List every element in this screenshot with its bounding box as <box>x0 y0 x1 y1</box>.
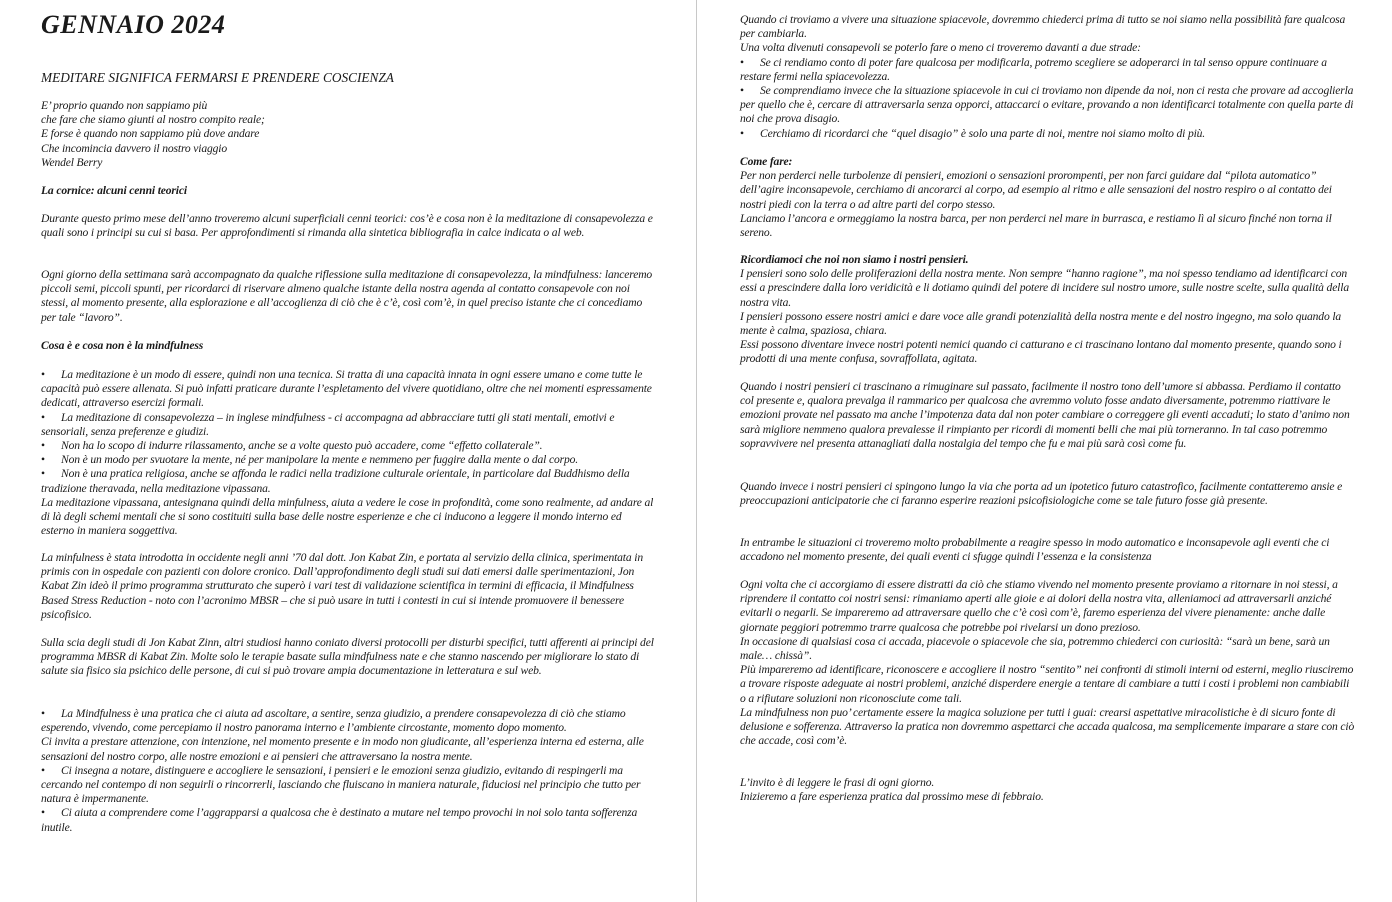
paragraph: I pensieri possono essere nostri amici e dare voce alle grandi potenzialità della nostra mente e del nostro ingegno, ma solo quando la mente è calma, spaziosa, chiara. <box>740 309 1342 338</box>
left-text-block <box>41 99 657 170</box>
right-text-block <box>740 776 1357 804</box>
right-text-block <box>740 578 1357 748</box>
paragraph: che fare che siamo giunti al nostro compito reale; <box>41 113 265 127</box>
paragraph: E’ proprio quando non sappiamo più <box>41 99 208 112</box>
bullet-item: • La meditazione di consapevolezza – in inglese mindfulness - ci accompagna ad abbracciare tutti gli stati mentali, emotivi e sensoriali, senza preferenze e giudizi. <box>41 411 657 439</box>
paragraph: Quando i nostri pensieri ci trascinano a rimuginare sul passato, facilmente il nostro tono dell’umore si abbassa. Perdiamo il contatto col presente e, qualora prevalga il rammarico per qualcosa che avremmo voluto fosse andato diversamente, potremmo riattivare le emozioni provate nel passato ma anche l’impotenza data dal non poter cambiare o correggere gli eventi accaduti; lo stato d’animo non sarà migliore nemmeno qualora prevalesse il rimpianto per ricordi di momenti belli che mai più torneranno. In tal caso potremmo sopravvivere nel presenta attanagliati dalla nostalgia del tempo che fu e mai più sarà così come fu. <box>740 380 1350 450</box>
section-heading: La cornice: alcuni cenni teorici <box>41 184 187 197</box>
bullet-item: • Ci insegna a notare, distinguere e accogliere le sensazioni, i pensieri e le emozioni senza giudizio, evitando di respingerli ma cercando nel contempo di non seguirli o rincorrerli, lasciando che fluiscano in maniera naturale, fiduciosi nel principio che tutto per natura è impermanente. <box>41 764 657 807</box>
paragraph: Lanciamo l’ancora e ormeggiamo la nostra barca, per non perderci nel mare in burrasca, e restiamo lì al sicuro finché non torna il sereno. <box>740 211 1332 240</box>
bullet-item: • La meditazione è un modo di essere, quindi non una tecnica. Si tratta di una capacità innata in ogni essere umano e come tutte le capacità può essere allenata. Si può infatti praticare durante l’espletamento del vivere quotidiano, oltre che nei momenti espressamente dedicati, attraverso esercizi formali. <box>41 368 657 411</box>
paragraph: La mindfulness non puo’ certamente essere la magica soluzione per tutti i guai: crearsi aspettative miracolistiche è di sicuro fonte di delusione e sofferenza. Attraverso la pratica non dovremmo aspettarci che accada qualcosa, ma semplicemente imparare a stare con ciò che accade, così com’è. <box>740 705 1355 748</box>
section-heading: Cosa è e cosa non è la mindfulness <box>41 339 204 352</box>
left-text-block <box>41 636 657 679</box>
paragraph: Per non perderci nelle turbolenze di pensieri, emozioni o sensazioni prorompenti, per non farci guidare dal “pilota automatico” dell’agire inconsapevole, cerchiamo di ancorarci al corpo, ad esempio al ritmo e alle sensazioni del nostro respiro o al contatto dei nostri piedi con la terra o ad altre parti del corpo stesso. <box>740 169 1332 211</box>
paragraph: Quando ci troviamo a vivere una situazione spiacevole, dovremmo chiederci prima di tutto se noi siamo nella possibilità fare qualcosa per cambiarla. <box>740 13 1346 41</box>
left-text-block <box>41 551 657 622</box>
paragraph: In entrambe le situazioni ci troveremo molto probabilmente a reagire spesso in modo automatico e inconsapevole agli eventi che ci accadono nel momento presente, dei quali eventi ci sfugge quindi l’essenza e la consistenza <box>740 536 1330 564</box>
page-subtitle: MEDITARE SIGNIFICA FERMARSI E PRENDERE COSCIENZA <box>41 70 394 85</box>
paragraph: Essi possono diventare invece nostri potenti nemici quando ci catturano e ci trascinano lontano dal momento presente, quando sono i prodotti di una mente confusa, sovraffollata, agitata. <box>740 338 1342 366</box>
left-text-block <box>41 339 657 353</box>
bullet-item: • Se ci rendiamo conto di poter fare qualcosa per modificarla, potremo scegliere se adoperarci in tal senso oppure continuare a restare fermi nella spiacevolezza. <box>740 56 1357 84</box>
left-text-block <box>41 212 657 240</box>
bullet-item: • Non ha lo scopo di indurre rilassamento, anche se a volte questo può accadere, come “effetto collaterale”. <box>41 439 657 453</box>
page-title: GENNAIO 2024 <box>41 10 226 39</box>
paragraph: Wendel Berry <box>41 155 103 169</box>
right-text-block <box>740 155 1357 240</box>
paragraph: Che incomincia davvero il nostro viaggio <box>41 141 228 155</box>
paragraph: I pensieri sono solo delle proliferazioni della nostra mente. Non sempre “hanno ragione”, ma noi spesso tendiamo ad identificarci con essi a prescindere dalla loro veridicità e li dotiamo quindi del potere di incidere sul nostro umore, sulle nostre scelte, sulla qualità della nostra vita. <box>740 267 1349 309</box>
bullet-item: • Non è un modo per svuotare la mente, né per manipolare la mente e nemmeno per fuggire dalla mente o dal corpo. <box>41 453 657 467</box>
paragraph: Più impareremo ad identificare, riconoscere e accogliere il nostro “sentito” nei confronti di stimoli interni od esterni, meglio riusciremo a trovare risposte adeguate ai nostri problemi, anziché disperdere energie a tentare di cambiare a tutti i costi i problemi non cambiabili o a rifiutare soluzioni non riconosciute come tali. <box>740 663 1354 705</box>
page-divider <box>696 0 697 902</box>
paragraph: Ogni giorno della settimana sarà accompagnato da qualche riflessione sulla meditazione di consapevolezza, la mindfulness: lanceremo piccoli semi, piccoli spunti, per ricordarci di riservare almeno qualche istante della nostra agenda al contatto consapevole con noi stessi, al momento presente, alla esplorazione e all’accoglienza di ciò che è c’è, così com’è, in quel preciso istante che ci concediamo per tale “lavoro”. <box>41 268 653 324</box>
paragraph: In occasione di qualsiasi cosa ci accada, piacevole o spiacevole che sia, potremmo chiederci con curiosità: “sarà un bene, sarà un male… chissà”. <box>740 634 1330 663</box>
paragraph: Durante questo primo mese dell’anno troveremo alcuni superficiali cenni teorici: cos’è e cosa non è la meditazione di consapevolezza e quali sono i principi su cui si basa. Per approfondimenti si rimanda alla sintetica bibliografia in calce indicata o al web. <box>41 212 653 240</box>
left-text-block <box>41 707 657 835</box>
right-text-block <box>740 380 1357 451</box>
paragraph: La minfulness è stata introdotta in occidente negli anni ’70 dal dott. Jon Kabat Zin, e portata al servizio della clinica, sperimentata in primis con in ospedale con pazienti con dolore cronico. Dall’approfondimento degli studi sui dati emersi dalle sperimentazioni, Jon Kabat Zin ideò il primo programma strutturato che superò i vari test di validazione scientifica in termini di efficacia, il Mindfulness Based Stress Reduction - noto con l’acronimo MBSR – che si può usare in tutti i contesti in cui si intende promuovere il benessere psicofisico. <box>41 551 643 621</box>
left-text-block <box>41 184 657 198</box>
paragraph: Ci invita a prestare attenzione, con intenzione, nel momento presente e in modo non giudicante, all’esperienza interna ed esterna, alle sensazioni del nostro corpo, alle nostre emozioni e ai pensieri che attraversano la nostra mente. <box>41 735 644 763</box>
paragraph: L’invito è di leggere le frasi di ogni giorno. <box>740 776 935 789</box>
bullet-item: • Ci aiuta a comprendere come l’aggrapparsi a qualcosa che è destinato a mutare nel tempo provochi in noi solo tanta sofferenza inutile. <box>41 806 657 834</box>
section-heading: Ricordiamoci che noi non siamo i nostri pensieri. <box>740 253 969 266</box>
right-text-block <box>740 253 1357 367</box>
right-text-block <box>740 536 1357 564</box>
paragraph: Una volta divenuti consapevoli se poterlo fare o meno ci troveremo davanti a due strade: <box>740 41 1141 55</box>
bullet-item: • Cerchiamo di ricordarci che “quel disagio” è solo una parte di noi, mentre noi siamo molto di più. <box>740 127 1357 141</box>
section-heading: Come fare: <box>740 155 793 168</box>
paragraph: Sulla scia degli studi di Jon Kabat Zinn, altri studiosi hanno coniato diversi protocolli per disturbi specifici, tutti afferenti ai principi del programma MBSR di Kabat Zin. Molte solo le terapie basate sulla mindfulness nate e che stanno nascendo per migliorare lo stato di salute sia fisico sia psichico delle persone, di cui si può trovare ampia documentazione in letteratura e sul web. <box>41 636 654 678</box>
paragraph: Inizieremo a fare esperienza pratica dal prossimo mese di febbraio. <box>740 790 1044 804</box>
right-text-block <box>740 480 1357 508</box>
paragraph: E forse è quando non sappiamo più dove andare <box>41 127 260 141</box>
paragraph: Quando invece i nostri pensieri ci spingono lungo la via che porta ad un ipotetico futuro catastrofico, facilmente contatteremo ansie e preoccupazioni anticipatorie che ci faranno esperire reazioni psicofisiologiche come se tale futuro fosse già presente. <box>740 480 1343 508</box>
left-text-block <box>41 368 657 538</box>
paragraph: Ogni volta che ci accorgiamo di essere distratti da ciò che stiamo vivendo nel momento presente proviamo a ritornare in noi stessi, a riprendere il contatto coi nostri sensi: rimaniamo aperti alle gioie e ai dolori della nostra vita, alleniamoci ad attraversarli anziché evitarli o negarli. Se impareremo ad attraversare quello che c’è così com’è, faremo esperienza del vivere pienamente: anche dalle giornate peggiori potremmo trarre qualcosa che potrebbe poi rivelarsi un dono prezioso. <box>740 578 1338 634</box>
left-text-block <box>41 268 657 325</box>
right-text-block <box>740 13 1357 141</box>
bullet-item: • Se comprendiamo invece che la situazione spiacevole in cui ci troviamo non dipende da noi, non ci resta che provare ad accoglierla per quello che è, cercare di attraversarla senza opporci, attaccarci o evitare, provando a non identificarci totalmente con quella parte di noi che prova disagio. <box>740 84 1357 127</box>
paragraph: La meditazione vipassana, antesignana quindi della minfulness, aiuta a vedere le cose in profondità, come sono realmente, ad andare al di là degli schemi mentali che si sono costituiti sulla base delle nostre esperienze e che ci inducono a leggere il mondo interno ed esterno in maniera soggettiva. <box>41 495 654 538</box>
bullet-item: • Non è una pratica religiosa, anche se affonda le radici nella tradizione culturale orientale, in particolare dal Buddhismo della tradizione theravada, nella meditazione vipassana. <box>41 467 657 495</box>
bullet-item: • La Mindfulness è una pratica che ci aiuta ad ascoltare, a sentire, senza giudizio, a prendere consapevolezza di ciò che stiamo esperendo, vivendo, come percepiamo il nostro panorama interno e l’ambiente circostante, momento dopo momento. <box>41 707 657 735</box>
